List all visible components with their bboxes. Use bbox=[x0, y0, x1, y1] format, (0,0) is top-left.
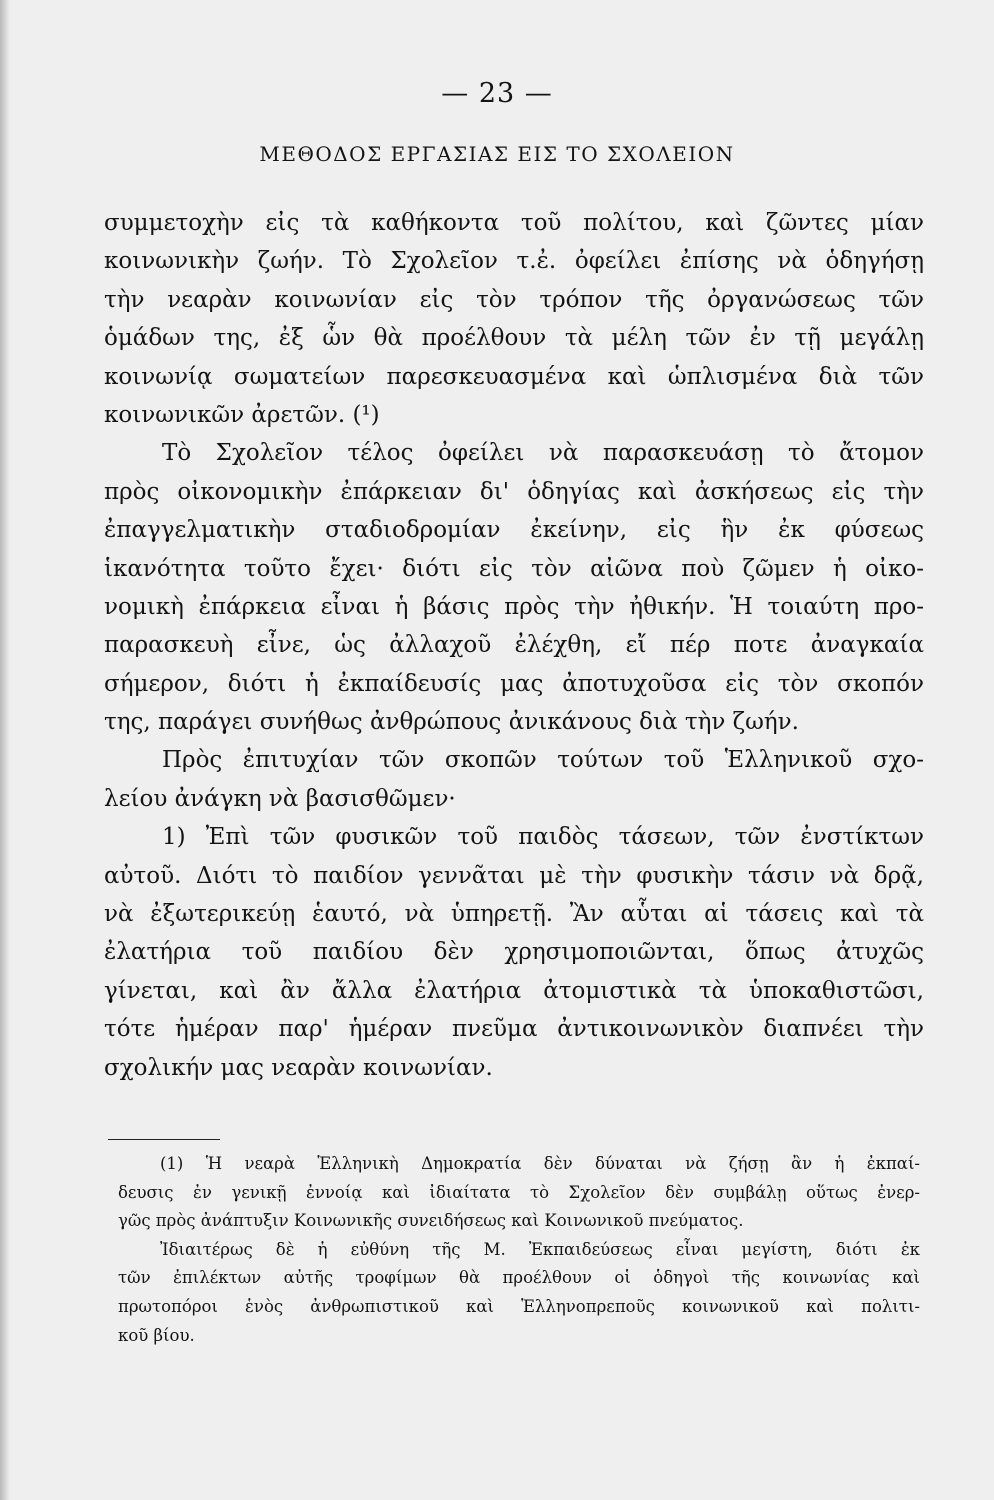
footnotes bbox=[118, 1150, 920, 1350]
text-line: Τὸ Σχολεῖον τέλος ὀφείλει νὰ παρασκευάσῃ τὸ ἄτομον bbox=[162, 440, 924, 467]
text-line: πρὸς οἰκονομικὴν ἐπάρκειαν δι' ὁδηγίας καὶ ἀσκήσεως εἰς τὴν bbox=[104, 478, 924, 505]
text-line: αὐτοῦ. Διότι τὸ παιδίον γεννᾶται μὲ τὴν φυσικὴν τάσιν νὰ δρᾷ, bbox=[104, 862, 924, 889]
body-text bbox=[104, 204, 924, 1087]
footnote-line: πρωτοπόροι ἑνὸς ἀνθρωπιστικοῦ καὶ Ἑλληνοπρεποῦς κοινωνικοῦ καὶ πολιτι- bbox=[118, 1296, 920, 1316]
footnote-line: κοῦ βίου. bbox=[118, 1325, 195, 1345]
footnote-line: γῶς πρὸς ἀνάπτυξιν Κοινωνικῆς συνειδήσεως καὶ Κοινωνικοῦ πνεύματος. bbox=[118, 1211, 744, 1231]
text-line: νομικὴ ἐπάρκεια εἶναι ἡ βάσις πρὸς τὴν ἠθικήν. Ἡ τοιαύτη προ- bbox=[104, 593, 924, 620]
text-line: κοινωνικῶν ἀρετῶν. (¹) bbox=[104, 401, 380, 428]
footnote-line: τῶν ἐπιλέκτων αὐτῆς τροφίμων θὰ προέλθουν οἱ ὁδηγοὶ τῆς κοινωνίας καὶ bbox=[118, 1268, 920, 1288]
text-line: λείου ἀνάγκη νὰ βασισθῶμεν· bbox=[104, 785, 456, 812]
text-line: παρασκευὴ εἶνε, ὡς ἀλλαχοῦ ἐλέχθη, εἴ πέρ ποτε ἀναγκαία bbox=[104, 632, 924, 659]
text-line: κοινωνίᾳ σωματείων παρεσκευασμένα καὶ ὡπλισμένα διὰ τῶν bbox=[104, 363, 924, 390]
text-line: νὰ ἐξωτερικεύῃ ἑαυτό, νὰ ὑπηρετῇ. Ἂν αὗται αἱ τάσεις καὶ τὰ bbox=[104, 901, 924, 928]
text-line: συμμετοχὴν εἰς τὰ καθήκοντα τοῦ πολίτου, καὶ ζῶντες μίαν bbox=[104, 210, 924, 236]
footnote-line: Ἰδιαιτέρως δὲ ἡ εὐθύνη τῆς Μ. Ἐκπαιδεύσεως εἶναι μεγίστη, διότι ἐκ bbox=[160, 1239, 920, 1259]
text-line: 1) Ἐπὶ τῶν φυσικῶν τοῦ παιδὸς τάσεων, τῶν ἐνστίκτων bbox=[162, 824, 924, 851]
text-line: τότε ἡμέραν παρ' ἡμέραν πνεῦμα ἀντικοινωνικὸν διαπνέει τὴν bbox=[104, 1016, 924, 1043]
text-line: Πρὸς ἐπιτυχίαν τῶν σκοπῶν τούτων τοῦ Ἑλληνικοῦ σχο- bbox=[162, 747, 924, 774]
footnote-divider bbox=[108, 1139, 220, 1140]
footnote-line: δευσις ἐν γενικῇ ἐννοίᾳ καὶ ἰδιαίτατα τὸ Σχολεῖον δὲν συμβάλῃ οὕτως ἐνερ- bbox=[118, 1182, 920, 1202]
text-line: ὁμάδων της, ἐξ ὧν θὰ προέλθουν τὰ μέλη τῶν ἐν τῇ μεγάλῃ bbox=[104, 325, 924, 352]
text-line: σχολικήν μας νεαρὰν κοινωνίαν. bbox=[104, 1054, 493, 1081]
text-line: τὴν νεαρὰν κοινωνίαν εἰς τὸν τρόπον τῆς ὀργανώσεως τῶν bbox=[104, 286, 924, 313]
page-edge-shadow bbox=[0, 0, 10, 1500]
text-line: σήμερον, διότι ἡ ἐκπαίδευσίς μας ἀποτυχοῦσα εἰς τὸν σκοπόν bbox=[104, 670, 924, 697]
text-line: κοινωνικὴν ζωήν. Τὸ Σχολεῖον τ.ἐ. ὀφείλει ἐπίσης νὰ ὁδηγήσῃ bbox=[104, 248, 924, 275]
text-line: ἐλατήρια τοῦ παιδίου δὲν χρησιμοποιῶνται, ὅπως ἀτυχῶς bbox=[104, 939, 924, 966]
running-head: ΜΕΘΟΔΟΣ ΕΡΓΑΣΙΑΣ ΕΙΣ ΤΟ ΣΧΟΛΕΙΟΝ bbox=[259, 142, 735, 166]
page-number: — 23 — bbox=[441, 78, 553, 109]
footnote-line: (1) Ἡ νεαρὰ Ἑλληνικὴ Δημοκρατία δὲν δύναται νὰ ζήσῃ ἂν ἡ ἐκπαί- bbox=[160, 1154, 920, 1173]
text-line: της, παράγει συνήθως ἀνθρώπους ἀνικάνους διὰ τὴν ζωήν. bbox=[104, 709, 799, 736]
text-line: ἐπαγγελματικὴν σταδιοδρομίαν ἐκείνην, εἰς ἣν ἐκ φύσεως bbox=[104, 517, 924, 544]
text-line: γίνεται, καὶ ἂν ἄλλα ἐλατήρια ἀτομιστικὰ τὰ ὑποκαθιστῶσι, bbox=[104, 977, 924, 1004]
text-line: ἱκανότητα τοῦτο ἔχει· διότι εἰς τὸν αἰῶνα ποὺ ζῶμεν ἡ οἰκο- bbox=[104, 555, 924, 582]
